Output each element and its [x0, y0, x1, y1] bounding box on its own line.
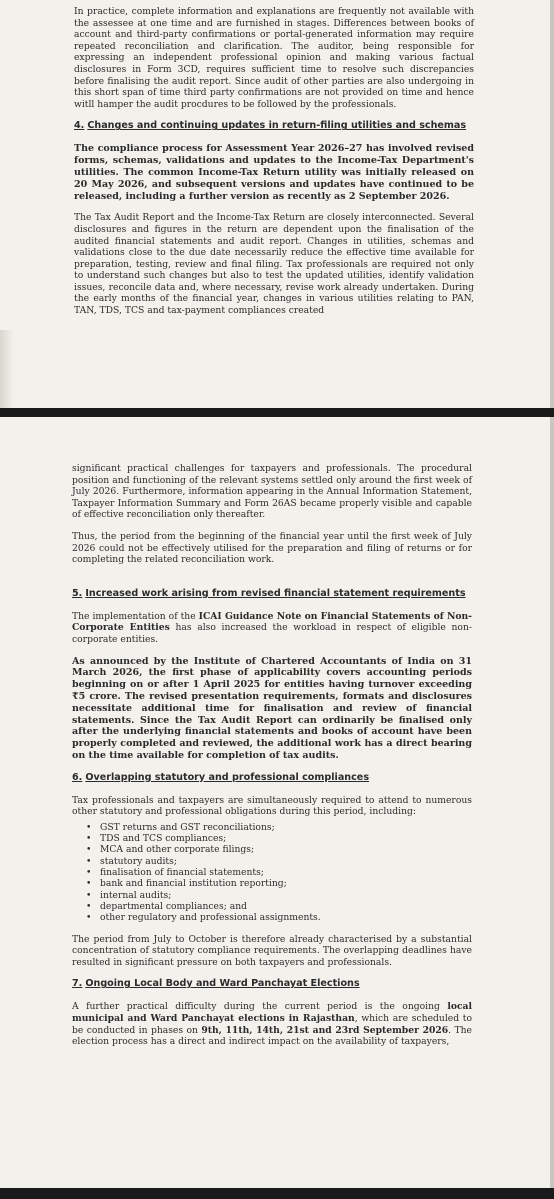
section-5-number: 5.: [72, 587, 83, 599]
list-item: • bank and financial institution reporting;: [100, 878, 472, 889]
section-4-heading: [74, 120, 474, 131]
section-7-tail: . The election process has a direct and indirect impact on the availability of taxpayers,: [72, 1024, 472, 1048]
section-6-title: Overlapping statutory and professional compliances: [85, 771, 370, 783]
guidance-note-name: ICAI Guidance Note on Financial Statements of Non-Corporate Entities: [72, 610, 472, 634]
section-5-tail: has also increased the workload in respect of eligible non-corporate entities.: [72, 622, 472, 645]
section-4-paragraph: The Tax Audit Report and the Income-Tax Return are closely interconnected. Several disclosures and figures in the return are dependent upon the finalisation of the audited financial statements and audit report. Changes in utilities, schemas and validations close to the due date necessarily reduce the effective time available for preparation, testing, review and final filing. Tax professionals are required not only to understand such changes but also to test the updated utilities, identify validation issues, reconcile data and, where necessary, revise work already undertaken. During the early months of the financial year, changes in various utilities relating to PAN, TAN, TDS, TCS and tax-payment compliances created: [74, 212, 474, 317]
intro-paragraph: In practice, complete information and explanations are frequently not available with the assessee at one time and are furnished in stages. Differences between books of account and third-party confirmations or portal-generated information may require repeated reconciliation and clarification. The auditor, being responsible for expressing an independent professional opinion and making various factual disclosures in Form 3CD, requires sufficient time to resolve such discrepancies before finalising the audit report. Since audit of other parties are also undergoing in this short span of time third party confirmations are not provided on time and hence witll hamper the audit procdures to be followed by the professionals.: [74, 6, 474, 110]
list-item: • statutory audits;: [100, 856, 472, 867]
continuation-paragraph: significant practical challenges for taxpayers and professionals. The procedural position and functioning of the relevant systems settled only around the first week of July 2026. Furthermore, information appearing in the Annual Information Statement, Taxpayer Information Summary and Form 26AS became properly visible and capable of effective reconciliation only thereafter.: [72, 463, 472, 521]
section-5-title: Increased work arising from revised financial statement requirements: [85, 587, 466, 599]
list-item: • other regulatory and professional assignments.: [100, 912, 472, 923]
compliance-list: [72, 822, 472, 924]
page-edge-shadow: [0, 330, 14, 408]
page-2-body: [72, 463, 472, 1048]
section-7-number: 7.: [72, 978, 83, 990]
document-page-1: [0, 0, 554, 408]
list-item: • GST returns and GST reconciliations;: [100, 822, 472, 833]
section-6-outro: The period from July to October is therefore already characterised by a substantial concentration of statutory compliance requirements. The overlapping deadlines have resulted in significant pressure on both taxpayers and professionals.: [72, 933, 472, 968]
list-item: • internal audits;: [100, 890, 472, 901]
section-6-intro: Tax professionals and taxpayers are simultaneously required to attend to numerous other statutory and professional obligations during this period, including:: [72, 794, 472, 818]
list-item: • departmental compliances; and: [100, 901, 472, 912]
section-4-number: 4.: [74, 120, 85, 132]
section-5-heading: [72, 588, 472, 599]
section-5-intro-paragraph: [72, 611, 472, 646]
section-7-lead: A further practical difficulty during the current period is the ongoing: [72, 1001, 448, 1013]
section-4-bold-paragraph: The compliance process for Assessment Year 2026–27 has involved revised forms, schemas, validations and updates to the Income-Tax Department's utilities. The common Income-Tax Return utility was initially released on 20 May 2026, and subsequent versions and updates have continued to be released, including a further version as recently as 2 September 2026.: [74, 143, 474, 202]
document-page-2: [0, 417, 554, 1188]
page-right-edge: [550, 0, 554, 408]
election-name: local municipal and Ward Panchayat elections in Rajasthan: [72, 1001, 472, 1024]
section-6-number: 6.: [72, 771, 83, 783]
page-right-edge: [550, 417, 554, 1188]
section-7-paragraph: [72, 1001, 472, 1047]
list-item: • finalisation of financial statements;: [100, 867, 472, 878]
section-7-mid: , which are scheduled to be conducted in phases on: [72, 1012, 472, 1036]
section-5-lead: The implementation of the: [72, 610, 199, 622]
section-7-heading: [72, 978, 472, 989]
section-4-title: Changes and continuing updates in return-filing utilities and schemas: [87, 120, 467, 132]
section-6-heading: [72, 772, 472, 783]
list-item: • TDS and TCS compliances;: [100, 833, 472, 844]
section-5-bold-paragraph: As announced by the Institute of Chartered Accountants of India on 31 March 2026, the first phase of applicability covers accounting periods beginning on or after 1 April 2025 for entities having turnover exceeding ₹5 crore. The revised presentation requirements, formats and disclosures necessitate additional time for finalisation and review of financial statements. Since the Tax Audit Report can ordinarily be finalised only after the underlying financial statements and books of account have been properly completed and reviewed, the additional work has a direct bearing on the time available for completion of tax audits.: [72, 655, 472, 761]
section-7-title: Ongoing Local Body and Ward Panchayat Elections: [85, 978, 360, 990]
page-1-body: [74, 6, 474, 317]
thus-paragraph: Thus, the period from the beginning of the financial year until the first week of July 2026 could not be effectively utilised for the preparation and filing of returns or for completing the related reconciliation work.: [72, 530, 472, 566]
list-item: • MCA and other corporate filings;: [100, 844, 472, 855]
election-dates: 9th, 11th, 14th, 21st and 23rd September 2026: [201, 1024, 449, 1036]
